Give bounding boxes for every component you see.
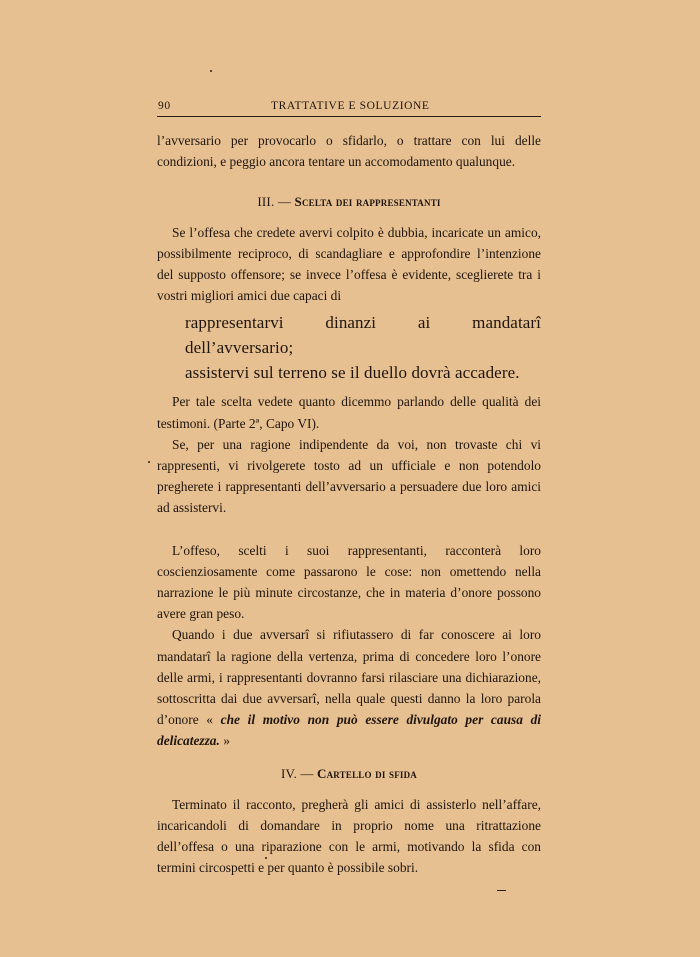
paper-speck [210, 70, 212, 72]
paragraph-account: L’offeso, scelti i suoi rappresentanti, racconterà loro coscienziosamente come passarono le cose: non omettendo nella narrazione le più minute circostanze, che in materia d’onore possono avere gran peso. [157, 542, 541, 622]
section-title-4: Cartello di sfida [317, 765, 417, 781]
book-page [157, 98, 541, 879]
declaration-close: » [223, 733, 230, 749]
running-title: TRATTATIVE E SOLUZIONE [271, 100, 430, 112]
page-body [157, 130, 541, 879]
paper-speck [148, 461, 150, 463]
section-title-3: Scelta dei rappresentanti [294, 194, 441, 210]
paper-speck [265, 857, 267, 859]
paper-speck [497, 890, 506, 891]
paragraph-challenge: Terminato il racconto, pregherà gli amici di assisterlo nell’affare, incaricandoli di domandare in proprio nome una ritrattazione dell’offesa o una riparazione con le armi, motivando la sfida con termini circospetti e per quanto è possibile sobri. [157, 796, 541, 876]
large-line-2: assistervi sul terreno se il duello dovrà accadere. [185, 363, 520, 383]
section-number-3: III. — [257, 194, 292, 210]
section-heading-3 [157, 191, 541, 212]
large-line-1: rappresentarvi dinanzi ai mandatarî dell’avversario; [185, 313, 541, 358]
section-heading-4 [157, 763, 541, 784]
paragraph-intro: l’avversario per provocarlo o sfidarlo, o trattare con lui delle condizioni, e peggio ancora tentare un accomodamento qualunque. [157, 133, 541, 170]
section-number-4: IV. — [281, 765, 314, 781]
paragraph-declaration [157, 624, 541, 751]
declaration-text: Quando i due avversarî si rifiutassero di far conoscere ai loro mandatarî la ragione della vertenza, prima di concedere loro l’onore delle armi, i rappresentanti dovranno farsi rilasciare una dichiarazione, sottoscritta dai due avversarî, nella quale questi danno la loro parola d’onore « [157, 627, 541, 728]
declaration-quote: che il motivo non può essere divulgato per causa di delicatezza. [157, 712, 541, 749]
paragraph-choice: Per tale scelta vedete quanto dicemmo parlando delle qualità dei testimoni. (Parte 2ª, Capo VI). [157, 394, 541, 431]
running-header [157, 98, 541, 117]
page-number: 90 [158, 100, 171, 112]
paragraph-officer: Se, per una ragione indipendente da voi, non trovaste chi vi rappresenti, vi rivolgerete tosto ad un ufficiale e non potendolo pregherete i rappresentanti dell’avversario a persuadere due loro amici ad assistervi. [157, 436, 541, 516]
paragraph-choose-representatives: Se l’offesa che credete avervi colpito è dubbia, incaricate un amico, possibilmente reciproco, di scandagliare e approfondire l’intenzione del supposto offensore; se invece l’offesa è evidente, sceglierete tra i vostri migliori amici due capaci di [157, 224, 541, 304]
